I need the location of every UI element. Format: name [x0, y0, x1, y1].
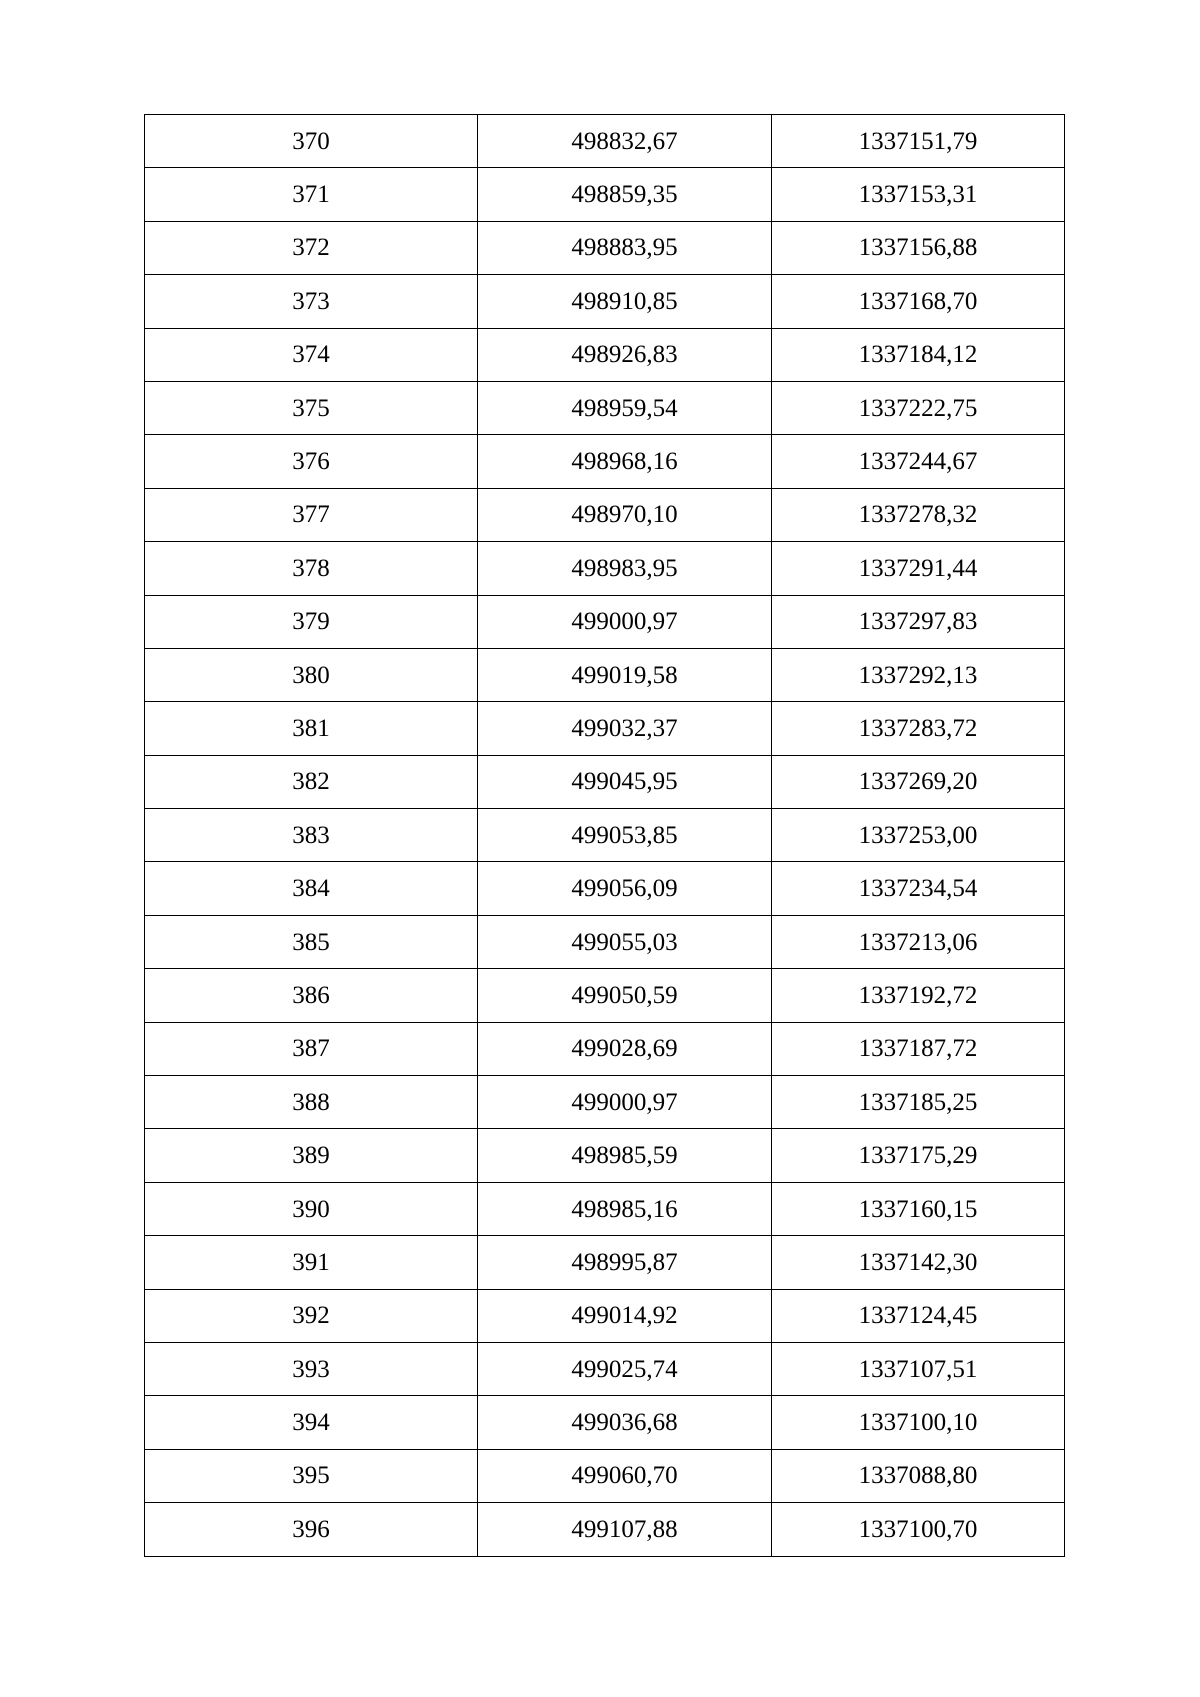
y-coordinate-cell: 1337269,20 — [772, 755, 1065, 808]
y-coordinate-cell: 1337292,13 — [772, 648, 1065, 701]
y-coordinate-cell: 1337185,25 — [772, 1076, 1065, 1129]
point-number-cell: 378 — [145, 542, 478, 595]
table-row — [145, 1022, 1065, 1075]
table-row — [145, 275, 1065, 328]
y-coordinate-cell: 1337291,44 — [772, 542, 1065, 595]
table-row — [145, 1289, 1065, 1342]
x-coordinate-cell: 499056,09 — [478, 862, 772, 915]
point-number-cell: 381 — [145, 702, 478, 755]
x-coordinate-cell: 499000,97 — [478, 1076, 772, 1129]
table-row — [145, 862, 1065, 915]
x-coordinate-cell: 499028,69 — [478, 1022, 772, 1075]
x-coordinate-cell: 498959,54 — [478, 381, 772, 434]
x-coordinate-cell: 499107,88 — [478, 1503, 772, 1556]
point-number-cell: 384 — [145, 862, 478, 915]
point-number-cell: 374 — [145, 328, 478, 381]
x-coordinate-cell: 498832,67 — [478, 115, 772, 168]
point-number-cell: 395 — [145, 1449, 478, 1502]
y-coordinate-cell: 1337107,51 — [772, 1342, 1065, 1395]
x-coordinate-cell: 499025,74 — [478, 1342, 772, 1395]
table-row — [145, 381, 1065, 434]
table-row — [145, 221, 1065, 274]
x-coordinate-cell: 499019,58 — [478, 648, 772, 701]
y-coordinate-cell: 1337168,70 — [772, 275, 1065, 328]
table-row — [145, 595, 1065, 648]
point-number-cell: 383 — [145, 809, 478, 862]
y-coordinate-cell: 1337151,79 — [772, 115, 1065, 168]
table-row — [145, 1182, 1065, 1235]
x-coordinate-cell: 499000,97 — [478, 595, 772, 648]
point-number-cell: 373 — [145, 275, 478, 328]
point-number-cell: 379 — [145, 595, 478, 648]
x-coordinate-cell: 498995,87 — [478, 1236, 772, 1289]
table-row — [145, 488, 1065, 541]
y-coordinate-cell: 1337175,29 — [772, 1129, 1065, 1182]
y-coordinate-cell: 1337088,80 — [772, 1449, 1065, 1502]
point-number-cell: 375 — [145, 381, 478, 434]
y-coordinate-cell: 1337222,75 — [772, 381, 1065, 434]
point-number-cell: 382 — [145, 755, 478, 808]
x-coordinate-cell: 499053,85 — [478, 809, 772, 862]
y-coordinate-cell: 1337100,70 — [772, 1503, 1065, 1556]
table-row — [145, 115, 1065, 168]
table-row — [145, 542, 1065, 595]
point-number-cell: 394 — [145, 1396, 478, 1449]
table-row — [145, 1076, 1065, 1129]
x-coordinate-cell: 498883,95 — [478, 221, 772, 274]
table-row — [145, 1236, 1065, 1289]
y-coordinate-cell: 1337153,31 — [772, 168, 1065, 221]
table-row — [145, 755, 1065, 808]
point-number-cell: 388 — [145, 1076, 478, 1129]
point-number-cell: 392 — [145, 1289, 478, 1342]
y-coordinate-cell: 1337184,12 — [772, 328, 1065, 381]
point-number-cell: 389 — [145, 1129, 478, 1182]
x-coordinate-cell: 498983,95 — [478, 542, 772, 595]
table-row — [145, 1342, 1065, 1395]
table-row — [145, 969, 1065, 1022]
y-coordinate-cell: 1337244,67 — [772, 435, 1065, 488]
point-number-cell: 390 — [145, 1182, 478, 1235]
point-number-cell: 391 — [145, 1236, 478, 1289]
point-number-cell: 385 — [145, 915, 478, 968]
x-coordinate-cell: 498910,85 — [478, 275, 772, 328]
y-coordinate-cell: 1337297,83 — [772, 595, 1065, 648]
y-coordinate-cell: 1337213,06 — [772, 915, 1065, 968]
table-row — [145, 1503, 1065, 1556]
x-coordinate-cell: 499055,03 — [478, 915, 772, 968]
table-row — [145, 328, 1065, 381]
point-number-cell: 396 — [145, 1503, 478, 1556]
coordinates-table-body — [145, 115, 1065, 1557]
table-row — [145, 435, 1065, 488]
y-coordinate-cell: 1337124,45 — [772, 1289, 1065, 1342]
point-number-cell: 372 — [145, 221, 478, 274]
x-coordinate-cell: 499045,95 — [478, 755, 772, 808]
table-row — [145, 648, 1065, 701]
y-coordinate-cell: 1337278,32 — [772, 488, 1065, 541]
x-coordinate-cell: 498859,35 — [478, 168, 772, 221]
point-number-cell: 370 — [145, 115, 478, 168]
x-coordinate-cell: 499036,68 — [478, 1396, 772, 1449]
table-row — [145, 1129, 1065, 1182]
table-row — [145, 1396, 1065, 1449]
x-coordinate-cell: 499060,70 — [478, 1449, 772, 1502]
y-coordinate-cell: 1337234,54 — [772, 862, 1065, 915]
table-row — [145, 702, 1065, 755]
y-coordinate-cell: 1337283,72 — [772, 702, 1065, 755]
table-row — [145, 915, 1065, 968]
point-number-cell: 380 — [145, 648, 478, 701]
y-coordinate-cell: 1337142,30 — [772, 1236, 1065, 1289]
y-coordinate-cell: 1337192,72 — [772, 969, 1065, 1022]
y-coordinate-cell: 1337253,00 — [772, 809, 1065, 862]
x-coordinate-cell: 498970,10 — [478, 488, 772, 541]
x-coordinate-cell: 498926,83 — [478, 328, 772, 381]
point-number-cell: 387 — [145, 1022, 478, 1075]
point-number-cell: 386 — [145, 969, 478, 1022]
point-number-cell: 377 — [145, 488, 478, 541]
x-coordinate-cell: 499032,37 — [478, 702, 772, 755]
point-number-cell: 376 — [145, 435, 478, 488]
table-row — [145, 809, 1065, 862]
x-coordinate-cell: 498985,59 — [478, 1129, 772, 1182]
y-coordinate-cell: 1337156,88 — [772, 221, 1065, 274]
coordinates-table — [144, 114, 1065, 1557]
y-coordinate-cell: 1337187,72 — [772, 1022, 1065, 1075]
y-coordinate-cell: 1337160,15 — [772, 1182, 1065, 1235]
x-coordinate-cell: 498968,16 — [478, 435, 772, 488]
table-row — [145, 168, 1065, 221]
point-number-cell: 371 — [145, 168, 478, 221]
y-coordinate-cell: 1337100,10 — [772, 1396, 1065, 1449]
x-coordinate-cell: 499050,59 — [478, 969, 772, 1022]
point-number-cell: 393 — [145, 1342, 478, 1395]
table-row — [145, 1449, 1065, 1502]
x-coordinate-cell: 499014,92 — [478, 1289, 772, 1342]
x-coordinate-cell: 498985,16 — [478, 1182, 772, 1235]
